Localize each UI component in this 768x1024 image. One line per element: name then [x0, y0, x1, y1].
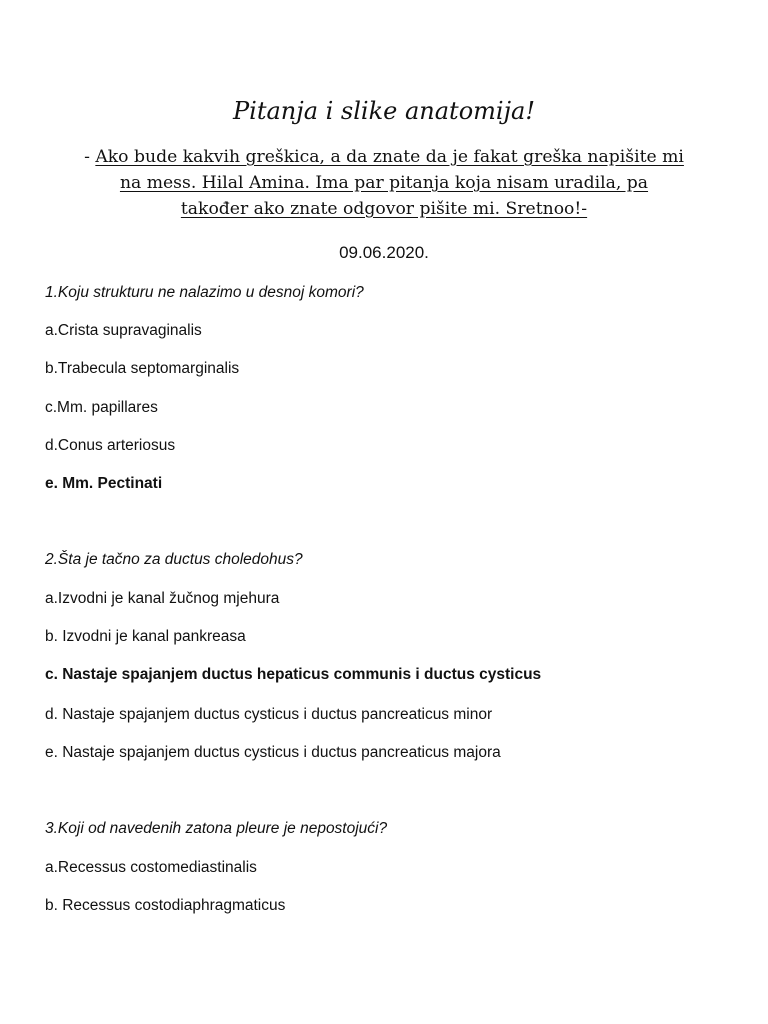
question-2-answer-c-correct: c. Nastaje spajanjem ductus hepaticus communis i ductus cysticus: [45, 666, 542, 683]
question-2-answer-b: b. Izvodni je kanal pankreasa: [45, 628, 246, 645]
question-3: 3.Koji od navedenih zatona pleure je nepostojući?: [45, 820, 388, 837]
document-date: 09.06.2020.: [339, 243, 429, 262]
question-1-answer-b: b.Trabecula septomarginalis: [45, 360, 240, 377]
question-1-answer-a: a.Crista supravaginalis: [45, 322, 202, 339]
question-2-answer-d: d. Nastaje spajanjem ductus cysticus i ductus pancreaticus minor: [45, 706, 493, 723]
question-2-answer-e: e. Nastaje spajanjem ductus cysticus i ductus pancreaticus majora: [45, 744, 501, 761]
question-1-answer-d: d.Conus arteriosus: [45, 437, 176, 454]
author-note: [84, 144, 684, 222]
question-3-answer-a: a.Recessus costomediastinalis: [45, 859, 257, 876]
question-1: 1.Koju strukturu ne nalazimo u desnoj komori?: [45, 284, 364, 301]
question-2-answer-a: a.Izvodni je kanal žučnog mjehura: [45, 590, 280, 607]
author-note-text: Ako bude kakvih greškica, a da znate da je fakat greška napišite mi na mess. Hilal Amina. Ima par pitanja koja nisam uradila, pa također ako znate odgovor pišite mi. Sretnoo!-: [95, 147, 684, 219]
question-3-answer-b: b. Recessus costodiaphragmaticus: [45, 897, 286, 914]
document-title: Pitanja i slike anatomija!: [233, 97, 535, 125]
author-note-prefix: -: [84, 147, 96, 167]
question-2: 2.Šta je tačno za ductus choledohus?: [45, 551, 303, 568]
question-1-answer-c: c.Mm. papillares: [45, 399, 158, 416]
question-1-answer-e-correct: e. Mm. Pectinati: [45, 475, 163, 492]
